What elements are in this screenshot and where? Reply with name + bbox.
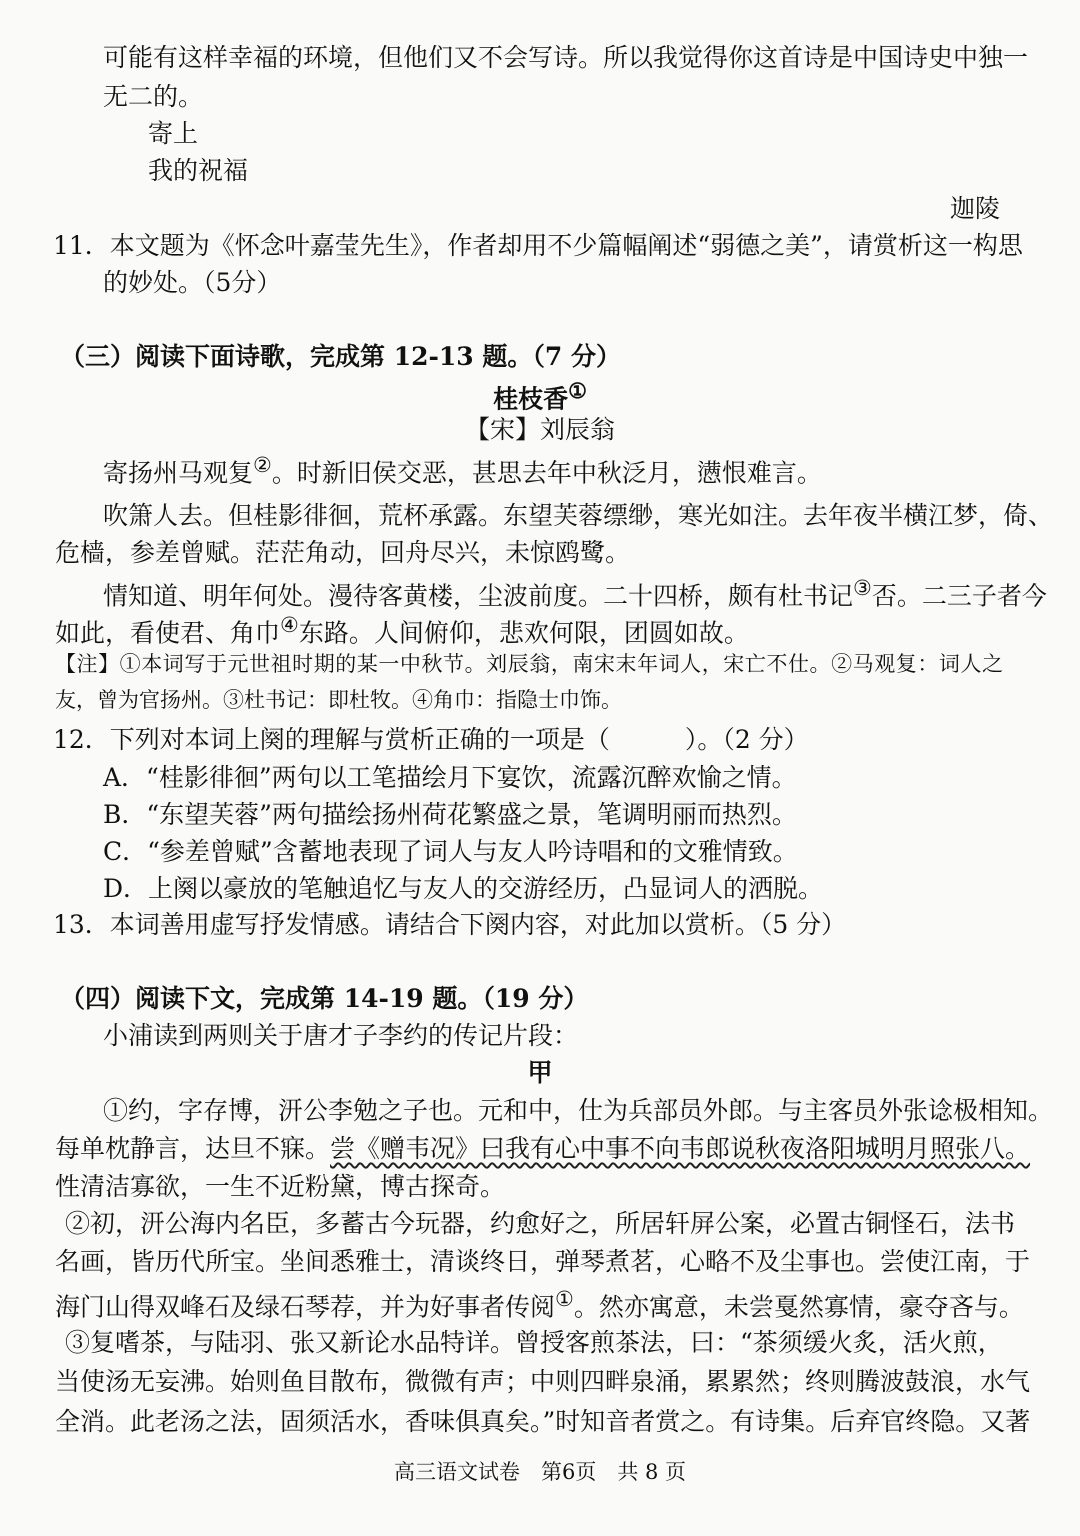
- passage-p3-line-1: ③复嗜茶，与陆羽、张又新论水品特详。曾授客煎茶法，曰：“茶须缓火炙，活火煎，: [65, 1328, 1003, 1357]
- section-4-heading: （四）阅读下文，完成第 14-19 题。（19 分）: [60, 984, 589, 1013]
- letter-line-1: 可能有这样幸福的环境，但他们又不会写诗。所以我觉得你这首诗是中国诗史中独一: [103, 43, 1029, 72]
- letter-signature: 迦陵: [950, 194, 1001, 223]
- section-4-intro: 小浦读到两则关于唐才子李约的传记片段：: [103, 1021, 579, 1050]
- passage-p1-line-2: 每单枕静言，达旦不寐。尝《赠韦况》曰我有心中事不向韦郎说秋夜洛阳城明月照张八。: [55, 1134, 1031, 1163]
- passage-p1-line-1: ①约，字存博，汧公李勉之子也。元和中，仕为兵部员外郎。与主客员外张谂极相知。: [103, 1096, 1054, 1125]
- question-12-option-b: B．“东望芙蓉”两句描绘扬州荷花繁盛之景，笔调明丽而热烈。: [103, 800, 797, 829]
- section-3-heading: （三）阅读下面诗歌，完成第 12-13 题。（7 分）: [60, 342, 621, 371]
- poem-stanza-2-line-1: 情知道、明年何处。漫待客黄楼，尘波前度。二十四桥，颇有杜书记③否。二三子者今: [103, 576, 1047, 611]
- passage-p2-line-3: 海门山得双峰石及绿石琴荐，并为好事者传阅①。然亦寓意，未尝戛然寡情，豪夺吝与。: [55, 1287, 1024, 1322]
- poem-stanza-1-line-2: 危樯，参差曾赋。茫茫角动，回舟尽兴，未惊鸥鹭。: [55, 538, 631, 567]
- poem-note-line-1: 【注】①本词写于元世祖时期的某一中秋节。刘辰翁，南宋末年词人，宋亡不仕。②马观复：词人之: [55, 652, 1003, 676]
- passage-p2-line-1: ②初，汧公海内名臣，多蓄古今玩器，约愈好之，所居轩屏公案，必置古铜怪石，法书: [65, 1209, 1016, 1238]
- question-12-option-c: C．“参差曾赋”含蓄地表现了词人与友人吟诗唱和的文雅情致。: [103, 837, 798, 866]
- poem-note-line-2: 友，曾为官扬州。③杜书记：即杜牧。④角巾：指隐士巾饰。: [55, 688, 622, 712]
- letter-closing-1: 寄上: [148, 119, 199, 148]
- letter-line-2: 无二的。: [103, 82, 204, 111]
- wavy-underlined-sentence: 尝《赠韦况》曰我有心中事不向韦郎说秋夜洛阳城明月照张八。: [330, 1134, 1031, 1163]
- passage-label-jia: 甲: [527, 1058, 553, 1087]
- poem-author: 【宋】刘辰翁: [464, 415, 615, 444]
- poem-preface: 寄扬州马观复②。时新旧侯交恶，甚思去年中秋泛月，懑恨难言。: [103, 453, 822, 488]
- passage-p3-line-2: 当使汤无妄沸。始则鱼目散布，微微有声；中则四畔泉涌，累累然；终则腾波鼓浪，水气: [55, 1367, 1031, 1396]
- passage-p3-line-3: 全消。此老汤之法，固须活水，香味俱真矣。”时知音者赏之。有诗集。后弃官终隐。又著: [55, 1407, 1031, 1436]
- page-footer: 高三语文试卷 第6页 共 8 页: [393, 1460, 687, 1484]
- question-13-stem: 13．本词善用虚写抒发情感。请结合下阕内容，对此加以赏析。（5 分）: [53, 910, 847, 939]
- question-11-line-2: 的妙处。（5分）: [103, 268, 282, 297]
- question-11-line-1: 11．本文题为《怀念叶嘉莹先生》，作者却用不少篇幅阐述“弱德之美”，请赏析这一构思: [53, 231, 1023, 260]
- passage-p2-line-2: 名画，皆历代所宝。坐间悉雅士，清谈终日，弹琴煮茗，心略不及尘事也。尝使江南，于: [55, 1247, 1031, 1276]
- letter-closing-2: 我的祝福: [148, 156, 249, 185]
- poem-title: 桂枝香①: [493, 378, 587, 414]
- passage-p1-line-3: 性清洁寡欲，一生不近粉黛，博古探奇。: [55, 1172, 506, 1201]
- poem-stanza-1-line-1: 吹箫人去。但桂影徘徊，荒杯承露。东望芙蓉缥缈，寒光如注。去年夜半横江梦，倚、: [103, 501, 1054, 530]
- question-12-stem: 12．下列对本词上阕的理解与赏析正确的一项是（ ）。（2 分）: [53, 725, 809, 754]
- poem-stanza-2-line-2: 如此，看使君、角巾④东路。人间俯仰，悲欢何限，团圆如故。: [55, 613, 749, 648]
- question-12-option-d: D．上阕以豪放的笔触追忆与友人的交游经历，凸显词人的洒脱。: [103, 874, 824, 903]
- question-12-option-a: A．“桂影徘徊”两句以工笔描绘月下宴饮，流露沉醉欢愉之情。: [103, 763, 797, 792]
